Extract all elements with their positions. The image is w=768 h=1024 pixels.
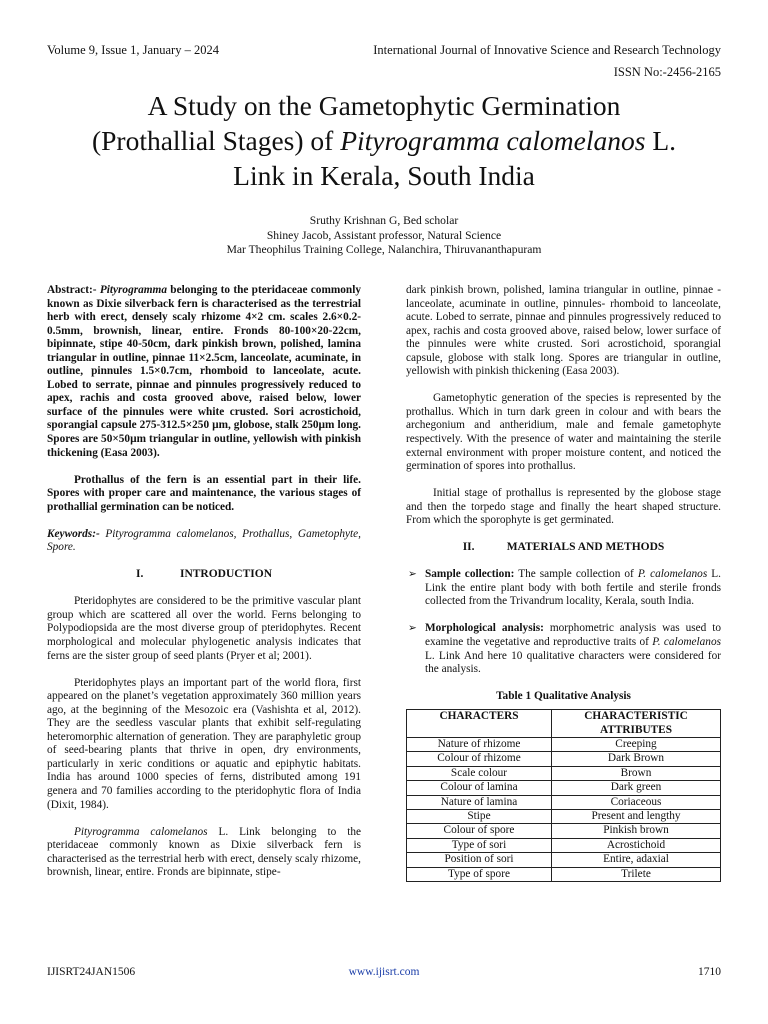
intro-paragraph-3: Pityrogramma calomelanos L. Link belonging to the pteridaceae commonly known as Dixie silverback fern is characterised as the terrestrial herb with erect, densely scaly rhizome, brownish, linear, entire. Fronds are bipinnate, stipe- <box>47 825 362 879</box>
table-cell-attribute: Coriaceous <box>552 795 721 809</box>
table-cell-character: Nature of rhizome <box>407 737 552 751</box>
abstract: Abstract:- Pityrogramma belonging to the pteridaceae commonly known as Dixie silverback fern is characterised as the terrestrial herb with erect, densely scaly rhizome 4×2 cm. scales 2.6×0.2- 0.5mm, brownish, linear, entire. Fronds 80-100×20-22cm, bipinnate, stipe 40-50cm, dark pinkish brown, polished, lamina triangular in outline, pinnae 11×2.5cm, lanceolate, acuminate, in outline, pinnules 1.5×0.7cm, rhomboid to lanceolate, acute. Lobed to serrate, pinnae and pinnules progressively reduced to apex, rachis and costa grooved above, raised below, lower surface of the pinnules were white crusted. Sori acrostichoid, sporangial capsule 275-312.5×250 µm, globose, stalk 250µm long. Spores are 50×50µm triangular in outline, yellowish with pinkish thickening (Easa 2003). <box>47 284 361 459</box>
section-heading-introduction: I. INTRODUCTION <box>135 568 272 581</box>
header-volume: Volume 9, Issue 1, January – 2024 <box>47 43 219 57</box>
table-cell-attribute: Pinkish brown <box>552 824 721 838</box>
author-1: Sruthy Krishnan G, Bed scholar <box>309 214 459 227</box>
table-header-cell: CHARACTERISTIC ATTRIBUTES <box>552 710 721 738</box>
table-cell-attribute: Present and lengthy <box>552 810 721 824</box>
page-number: 1710 <box>698 966 721 978</box>
table-row <box>407 867 721 881</box>
table-cell-character: Colour of lamina <box>407 781 552 795</box>
qualitative-analysis-table <box>406 709 721 882</box>
table-cell-attribute: Entire, adaxial <box>552 853 721 867</box>
table-cell-character: Colour of rhizome <box>407 752 552 766</box>
right-paragraph-1: dark pinkish brown, polished, lamina triangular in outline, pinnae -lanceolate, acuminate in outline, pinnules- rhomboid to lanceolate, acute. Lobed to serrate, pinnae and pinnules progressively reduced to apex, rachis and costa grooved above, raised below, lower surface of the pinnules were white crusted. Sori acrostichoid, sporangial capsule, globose with stalk long. Spores are triangular in outline, yellowish with pinkish thickening (Easa 2003). <box>406 284 721 378</box>
footer-url-link[interactable]: www.ijisrt.com <box>348 966 420 978</box>
table-cell-character: Type of sori <box>407 838 552 852</box>
table-cell-attribute: Dark Brown <box>552 752 721 766</box>
author-block <box>47 214 721 258</box>
table-row <box>407 795 721 809</box>
table-cell-character: Scale colour <box>407 766 552 780</box>
header-journal: International Journal of Innovative Science and Research Technology <box>373 43 721 57</box>
arrow-bullet-icon: ➢ <box>408 623 417 635</box>
table-cell-character: Position of sori <box>407 853 552 867</box>
table-caption: Table 1 Qualitative Analysis <box>496 689 631 702</box>
table-header-row <box>407 710 721 738</box>
table-row <box>407 824 721 838</box>
affiliation: Mar Theophilus Training College, Nalanchira, Thiruvananthapuram <box>226 243 542 256</box>
right-paragraph-3: Initial stage of prothallus is represented by the globose stage and then the torpedo stage and finally the heart shaped structure. From which the sporophyte is get germinated. <box>406 487 721 527</box>
table-row <box>407 810 721 824</box>
section-heading-methods: II. MATERIALS AND METHODS <box>462 541 665 554</box>
table-cell-attribute: Brown <box>552 766 721 780</box>
title-species: Pityrogramma calomelanos <box>340 125 646 156</box>
intro-paragraph-1: Pteridophytes are considered to be the primitive vascular plant group which are scattered all over the world. Ferns belonging to Polypodiopsida are the most diverse group of pteridophytes. Recent morphological and molecular phylogenetic analysis indicates that ferns are the sister group of seed plants (Pryer et al; 2001). <box>47 595 361 662</box>
table-cell-character: Stipe <box>407 810 552 824</box>
paper-title <box>60 88 708 193</box>
abstract-paragraph-2: Prothallus of the fern is an essential part in their life. Spores with proper care and maintenance, the various stages of prothallial germination can be noticed. <box>47 473 361 513</box>
arrow-bullet-icon: ➢ <box>408 569 417 581</box>
table-cell-character: Type of spore <box>407 867 552 881</box>
table-row <box>407 853 721 867</box>
table-cell-attribute: Trilete <box>552 867 721 881</box>
table-cell-attribute: Dark green <box>552 781 721 795</box>
author-2: Shiney Jacob, Assistant professor, Natural Science <box>266 228 502 242</box>
table-cell-character: Colour of spore <box>407 824 552 838</box>
table-row <box>407 752 721 766</box>
table-row <box>407 838 721 852</box>
keywords: Keywords:- Pityrogramma calomelanos, Prothallus, Gametophyte, Spore. <box>47 527 361 554</box>
abstract-genus: Pityrogramma <box>99 284 167 296</box>
table-cell-attribute: Acrostichoid <box>552 838 721 852</box>
table-row <box>407 737 721 751</box>
table-cell-character: Nature of lamina <box>407 795 552 809</box>
intro-paragraph-2: Pteridophytes plays an important part of the world flora, first appeared on the planet’s vegetation approximately 360 million years ago, at the beginning of the Mesozoic era (Vashishta et al, 2012). They are the seedless vascular plants that exhibit self-regulating heteromorphic alternation of generation. They are paraphyletic group of seed-bearing plants that thrive in open, dry environments, particularly in xeric conditions or aquatic and epiphytic habitats. India has around 1000 species of ferns, distributed among 191 genera and 70 families according to the pteridophytic flora of India (Dixit, 1984). <box>47 676 361 811</box>
left-column <box>47 284 361 880</box>
bullet-morphological-analysis: ➢ Morphological analysis: morphometric analysis was used to examine the vegetative and reproductive traits of P. calomelanos L. Link And here 10 qualitative characters were considered for the analysis. <box>408 622 721 676</box>
bullet-sample-collection: ➢ Sample collection: The sample collection of P. calomelanos L. Link the entire plant body with both fertile and sterile fronds collected from the Trivandrum locality, Kerala, south India. <box>408 568 721 608</box>
right-paragraph-2: Gametophytic generation of the species is represented by the prothallus. Which in turn dark green in colour and with bears the archegonium and antheridium, male and female gametophyte respectively. With the presence of water and maintaining the sterile external environment with proper moisture content, and noticed the germination of spores into prothallus. <box>406 392 721 473</box>
footer-code: IJISRT24JAN1506 <box>47 966 136 978</box>
table-cell-attribute: Creeping <box>552 737 721 751</box>
right-column <box>406 284 721 882</box>
title-line-1: A Study on the Gametophytic Germination <box>147 90 621 121</box>
table-row <box>407 766 721 780</box>
header-issn: ISSN No:-2456-2165 <box>613 65 721 79</box>
table-row <box>407 781 721 795</box>
table-header-cell: CHARACTERS <box>407 710 552 738</box>
title-line-2: (Prothallial Stages) of Pityrogramma calomelanos L. <box>91 125 677 156</box>
title-line-3: Link in Kerala, South India <box>233 160 535 191</box>
